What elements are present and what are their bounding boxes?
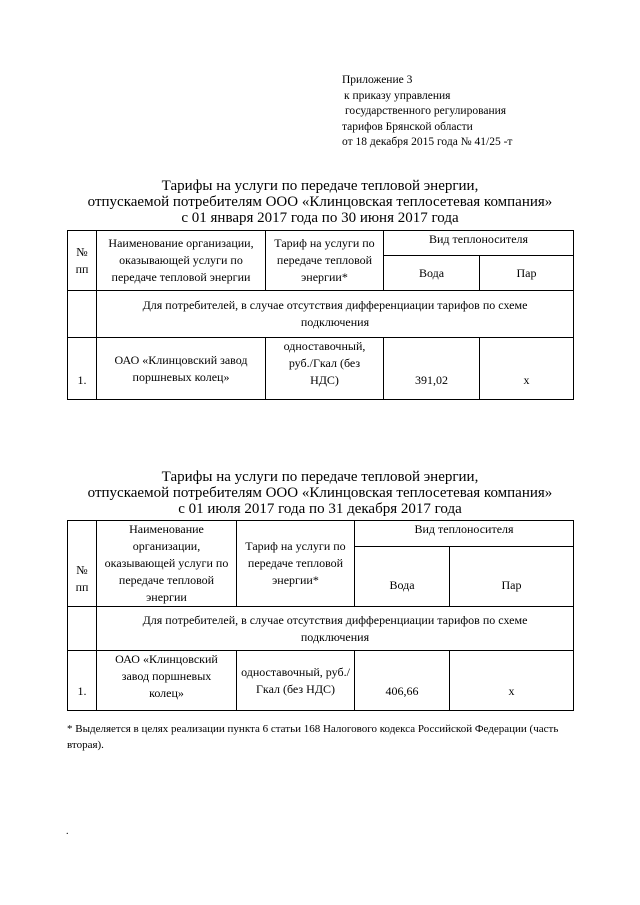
section2-title-line2: отпускаемой потребителям ООО «Клинцовская теплосетевая компания» bbox=[87, 485, 553, 501]
tariff-table-2 bbox=[67, 520, 574, 711]
row-tariff: одноставочный, руб./Гкал (без НДС) bbox=[266, 338, 384, 400]
col-tariff-header: Тариф на услуги по передаче тепловой энергии* bbox=[237, 521, 355, 607]
row-water-value: 406,66 bbox=[355, 651, 450, 711]
row-org: ОАО «Клинцовский завод поршневых колец» bbox=[97, 651, 237, 711]
row-num: 1. bbox=[68, 651, 97, 711]
col-tariff-header: Тариф на услуги по передаче тепловой энергии* bbox=[266, 231, 384, 291]
group-row-empty bbox=[68, 291, 97, 338]
footnote: * Выделяется в целях реализации пункта 6 статьи 168 Налогового кодекса Российской Федерации (часть вторая). bbox=[67, 723, 559, 751]
section2-title bbox=[0, 469, 640, 517]
section1-title bbox=[0, 178, 640, 226]
col-kind-header: Вид теплоносителя bbox=[384, 231, 574, 256]
page-dot: . bbox=[66, 826, 69, 837]
col-steam-header: Пар bbox=[480, 256, 574, 291]
col-num-header: № пп bbox=[68, 231, 97, 291]
col-water-header: Вода bbox=[355, 547, 450, 607]
group-row: Для потребителей, в случае отсутствия дифференциации тарифов по схеме подключения bbox=[97, 607, 574, 651]
col-org-header: Наименование организации, оказывающей услуги по передаче тепловой энергии bbox=[97, 521, 237, 607]
section2-title-line3: с 01 июля 2017 года по 31 декабря 2017 года bbox=[178, 501, 462, 517]
section1-title-line2: отпускаемой потребителям ООО «Клинцовская теплосетевая компания» bbox=[87, 194, 553, 210]
row-org: ОАО «Клинцовский завод поршневых колец» bbox=[97, 338, 266, 400]
row-num: 1. bbox=[68, 338, 97, 400]
group-row-empty bbox=[68, 607, 97, 651]
section1-title-line1: Тарифы на услуги по передаче тепловой энергии, bbox=[161, 178, 479, 194]
col-num-header: № пп bbox=[68, 521, 97, 607]
row-tariff: одноставочный, руб./Гкал (без НДС) bbox=[237, 651, 355, 711]
col-kind-header: Вид теплоносителя bbox=[355, 521, 574, 547]
order-ref-line: к приказу управления bbox=[344, 89, 451, 102]
col-water-header: Вода bbox=[384, 256, 480, 291]
appendix-header bbox=[342, 73, 512, 151]
row-water-value: 391,02 bbox=[384, 338, 480, 400]
col-steam-header: Пар bbox=[450, 547, 574, 607]
tariff-table-1 bbox=[67, 230, 574, 400]
section2-title-line1: Тарифы на услуги по передаче тепловой энергии, bbox=[161, 469, 479, 485]
section1-title-line3: с 01 января 2017 года по 30 июня 2017 года bbox=[181, 210, 459, 226]
group-row: Для потребителей, в случае отсутствия дифференциации тарифов по схеме подключения bbox=[97, 291, 574, 338]
row-steam-value: х bbox=[450, 651, 574, 711]
agency-region-line: тарифов Брянской области bbox=[342, 120, 473, 133]
row-steam-value: х bbox=[480, 338, 574, 400]
order-date-line: от 18 декабря 2015 года № 41/25 -т bbox=[342, 136, 513, 148]
agency-line: государственного регулирования bbox=[345, 105, 507, 117]
col-org-header: Наименование организации, оказывающей услуги по передаче тепловой энергии bbox=[97, 231, 266, 291]
appendix-number: Приложение 3 bbox=[342, 74, 413, 86]
